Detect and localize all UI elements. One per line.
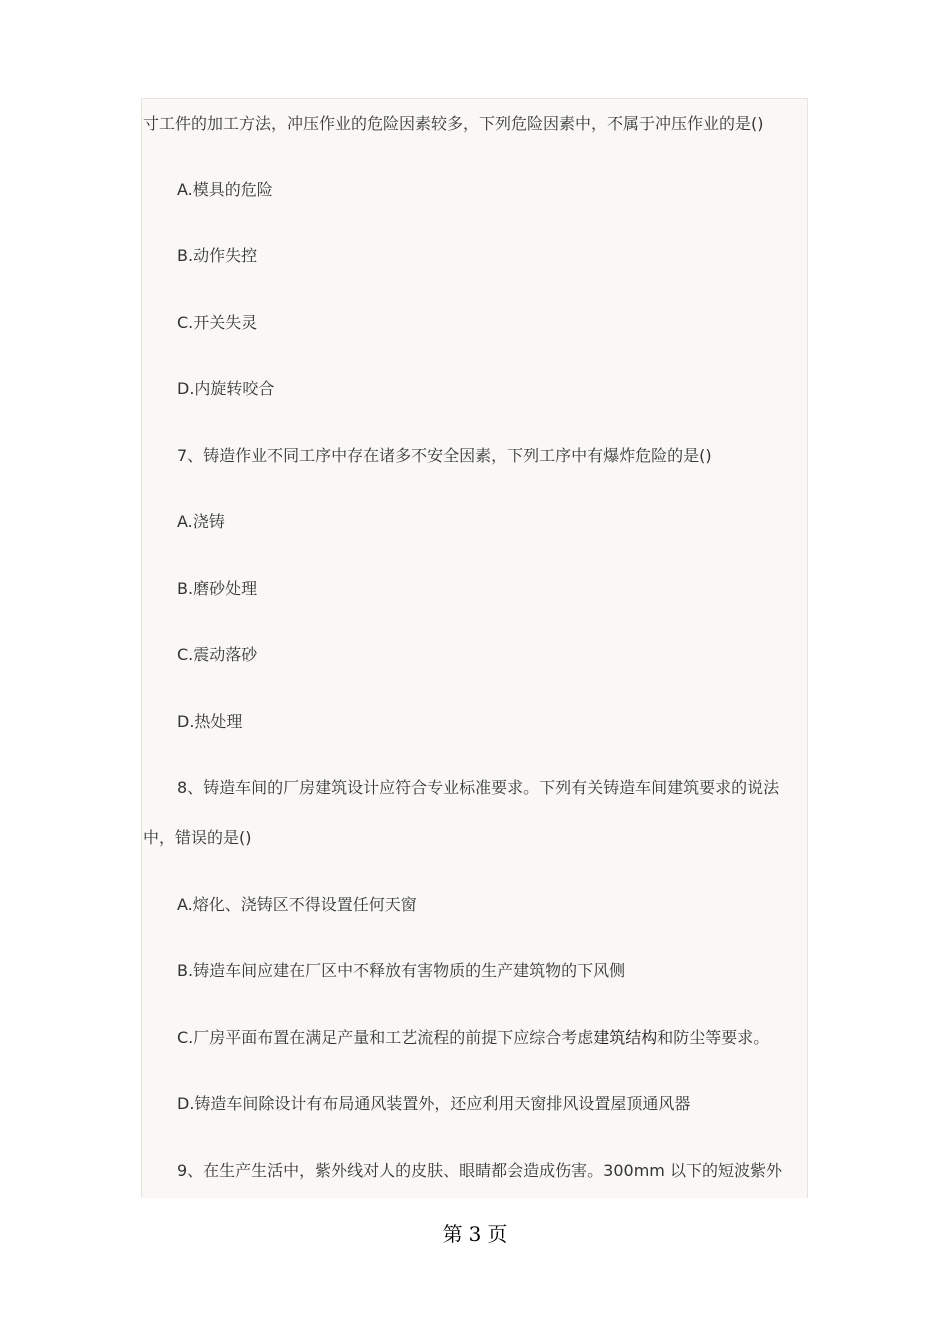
option-6a: A.模具的危险	[177, 180, 273, 199]
option-8c-text-b: 和防尘等要求。	[657, 1028, 770, 1047]
question-8-continuation: 中，错误的是()	[143, 828, 252, 847]
footer-prefix: 第	[442, 1222, 463, 1246]
option-6b: B.动作失控	[177, 246, 258, 265]
option-8c-link-text: 建筑结构	[593, 1028, 658, 1047]
option-8c-text-a: C.厂房平面布置在满足产量和工艺流程的前提下应综合考虑	[177, 1028, 594, 1047]
option-6d: D.内旋转咬合	[177, 379, 275, 398]
page-number-footer	[0, 1218, 950, 1247]
option-7d: D.热处理	[177, 712, 243, 731]
footer-suffix: 页	[487, 1222, 508, 1246]
option-6c: C.开关失灵	[177, 313, 258, 332]
option-8c	[177, 1028, 769, 1048]
option-7b: B.磨砂处理	[177, 579, 258, 598]
question-8: 8、铸造车间的厂房建筑设计应符合专业标准要求。下列有关铸造车间建筑要求的说法	[177, 778, 780, 797]
option-8b: B.铸造车间应建在厂区中不释放有害物质的生产建筑物的下风侧	[177, 961, 626, 980]
footer-page-number: 3	[468, 1222, 482, 1246]
option-7c: C.震动落砂	[177, 645, 258, 664]
question-9: 9、在生产生活中，紫外线对人的皮肤、眼睛都会造成伤害。300mm 以下的短波紫外	[177, 1161, 782, 1180]
option-8d: D.铸造车间除设计有布局通风装置外，还应利用天窗排风设置屋顶通风器	[177, 1094, 691, 1113]
question-6-continuation: 寸工件的加工方法，冲压作业的危险因素较多，下列危险因素中，不属于冲压作业的是()	[143, 114, 764, 133]
option-7a: A.浇铸	[177, 512, 225, 531]
option-8a: A.熔化、浇铸区不得设置任何天窗	[177, 895, 417, 914]
question-7: 7、铸造作业不同工序中存在诸多不安全因素，下列工序中有爆炸危险的是()	[177, 446, 712, 465]
